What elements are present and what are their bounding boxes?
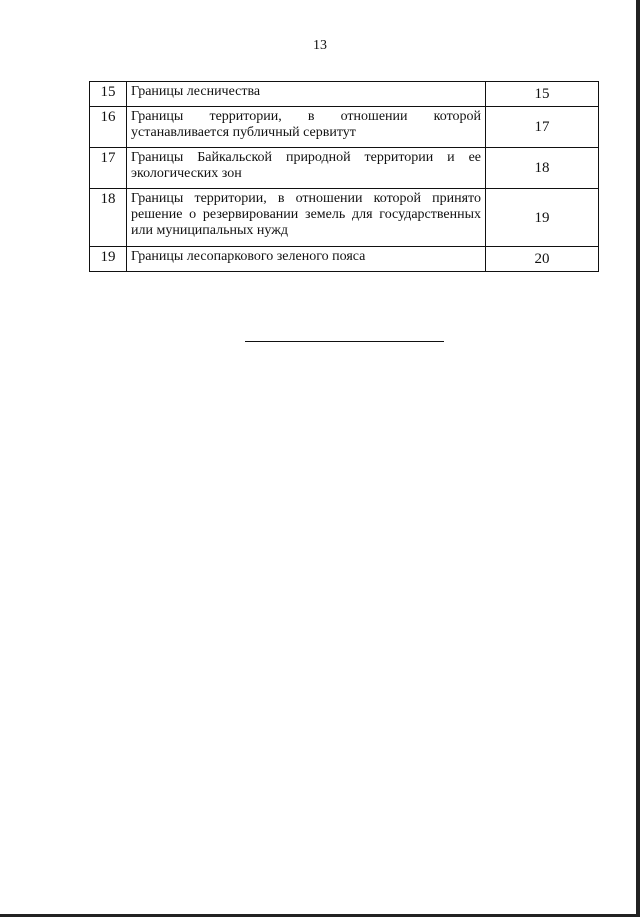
closing-rule — [245, 341, 444, 342]
row-title: Границы территории, в отношении которой принято решение о резервировании земель для государственных или муниципальных нужд — [127, 189, 486, 247]
page-number: 13 — [313, 38, 327, 53]
row-title: Границы лесничества — [127, 82, 486, 107]
row-title: Границы Байкальской природной территории и ее экологических зон — [127, 148, 486, 189]
row-number: 16 — [90, 107, 127, 148]
table-row — [90, 189, 599, 247]
table-row — [90, 107, 599, 148]
row-page-ref: 18 — [486, 148, 599, 189]
table-row — [90, 247, 599, 272]
row-number: 17 — [90, 148, 127, 189]
row-title: Границы территории, в отношении которой устанавливается публичный сервитут — [127, 107, 486, 148]
table-row — [90, 82, 599, 107]
row-title: Границы лесопаркового зеленого пояса — [127, 247, 486, 272]
row-number: 18 — [90, 189, 127, 247]
row-number: 19 — [90, 247, 127, 272]
row-page-ref: 19 — [486, 189, 599, 247]
row-number: 15 — [90, 82, 127, 107]
table-row — [90, 148, 599, 189]
row-page-ref: 15 — [486, 82, 599, 107]
scan-edge-right — [636, 0, 640, 917]
contents-table — [89, 81, 599, 272]
row-page-ref: 20 — [486, 247, 599, 272]
row-page-ref: 17 — [486, 107, 599, 148]
